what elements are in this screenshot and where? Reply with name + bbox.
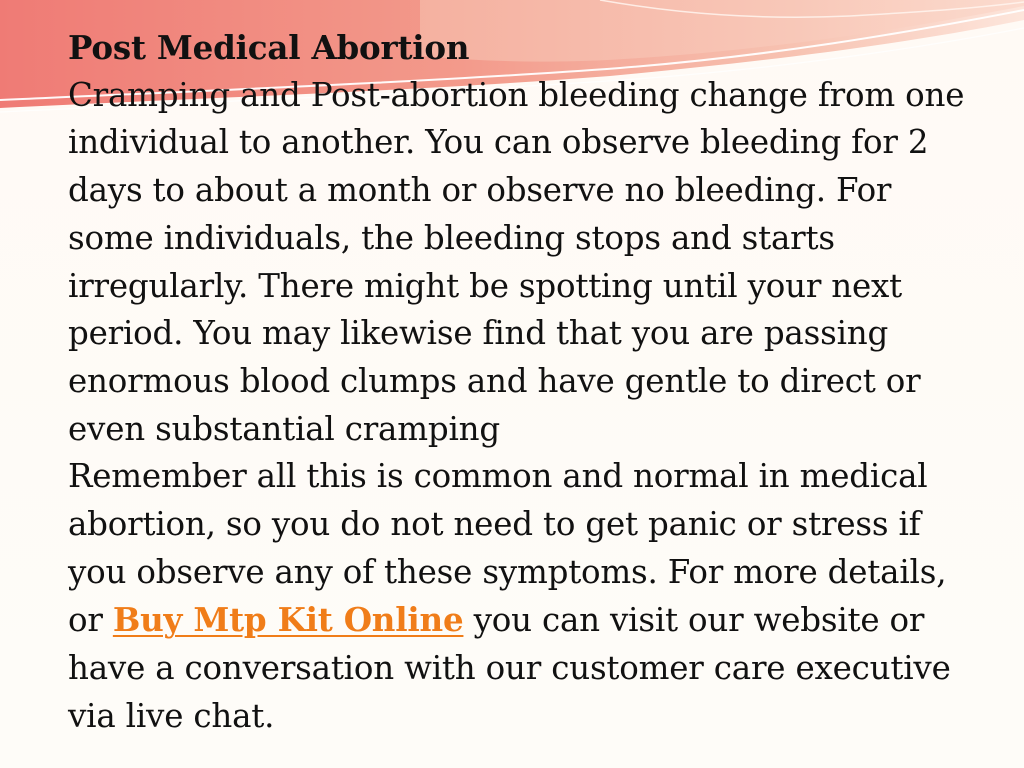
paragraph-reassurance-text-before-link: Remember all this is common and normal in medical abortion, so you do not need to get panic or stress if you observe any of these symptoms. For more details, or (68, 457, 947, 640)
slide-title: Post Medical Abortion (68, 28, 470, 67)
paragraph-bleeding-info: Cramping and Post-abortion bleeding change from one individual to another. You can observe bleeding for 2 days to about a month or observe no bleeding. For some individuals, the bleeding stops and starts irregularly. There might be spotting until your next period. You may likewise find that you are passing enormous blood clumps and have gentle to direct or even substantial cramping (68, 75, 965, 448)
paragraph-reassurance-text-after-link: you can visit our website or have a conversation with our customer care executive via live chat. (68, 601, 951, 735)
slide-content (68, 24, 968, 741)
paragraph-reassurance (68, 453, 968, 740)
buy-mtp-kit-link[interactable]: Buy Mtp Kit Online (112, 600, 464, 640)
